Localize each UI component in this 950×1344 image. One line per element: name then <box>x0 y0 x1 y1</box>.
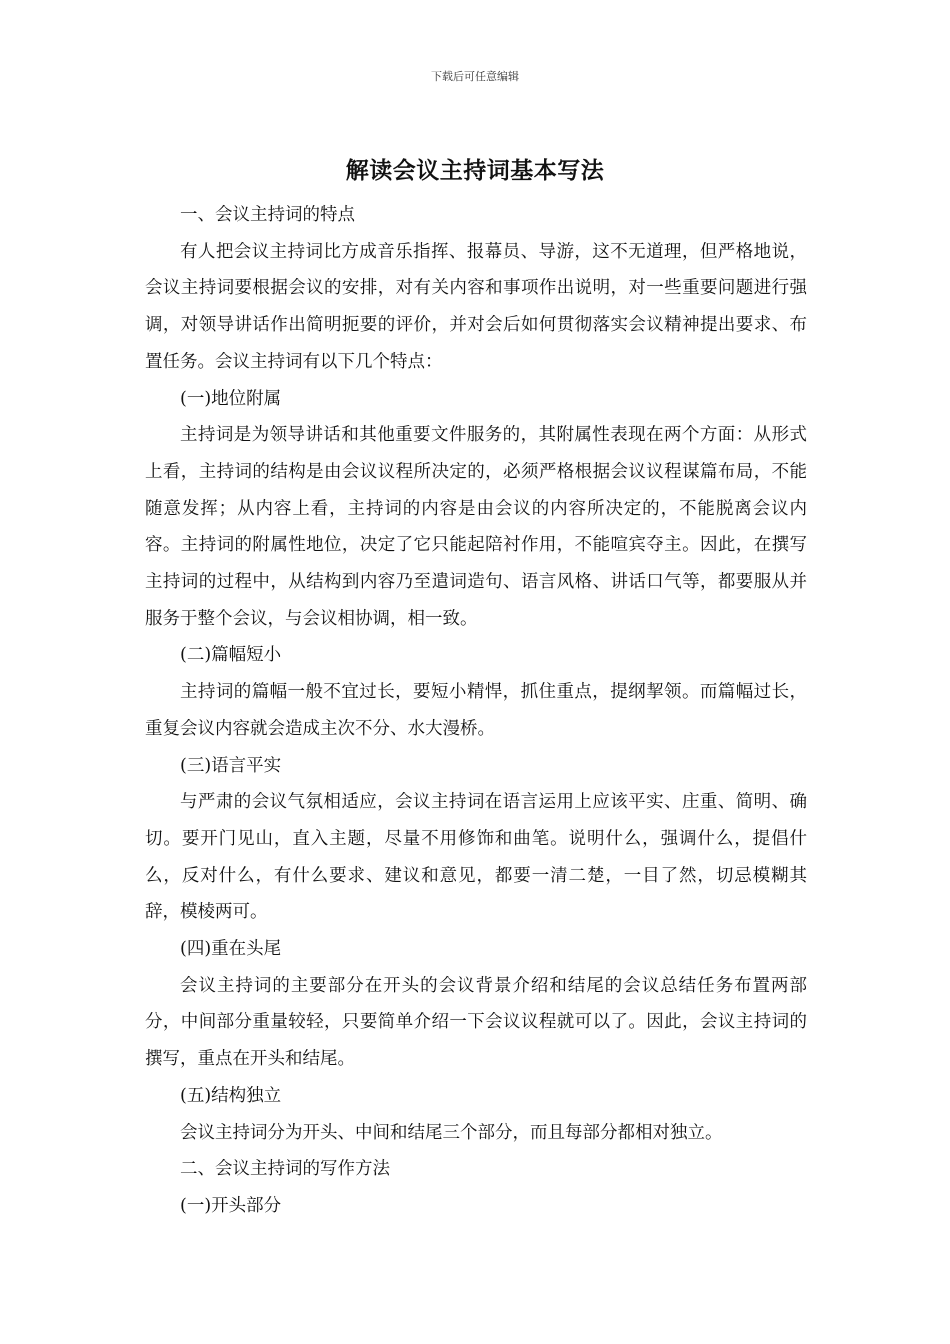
paragraph: 与严肃的会议气氛相适应，会议主持词在语言运用上应该平实、庄重、简明、确切。要开门见山，直入主题，尽量不用修饰和曲笔。说明什么，强调什么，提倡什么，反对什么，有什么要求、建议和意见，都要一清二楚，一目了然，切忌模糊其辞，模棱两可。 <box>145 792 807 923</box>
subsection-heading: (一)地位附属 <box>180 388 282 409</box>
page-title: 解读会议主持词基本写法 <box>345 157 605 184</box>
section-heading: 一、会议主持词的特点 <box>180 205 355 225</box>
paragraph: 有人把会议主持词比方成音乐指挥、报幕员、导游，这不无道理，但严格地说，会议主持词要根据会议的安排，对有关内容和事项作出说明，对一些重要问题进行强调，对领导讲话作出简明扼要的评价，并对会后如何贯彻落实会议精神提出要求、布置任务。会议主持词有以下几个特点： <box>145 241 807 372</box>
paragraph: 主持词的篇幅一般不宜过长，要短小精悍，抓住重点，提纲挈领。而篇幅过长，重复会议内容就会造成主次不分、水大漫桥。 <box>145 682 807 739</box>
subsection-heading: (二)篇幅短小 <box>180 645 282 666</box>
subsection-heading: (一)开头部分 <box>180 1195 282 1216</box>
header-note: 下载后可任意编辑 <box>431 70 519 83</box>
paragraph: 会议主持词的主要部分在开头的会议背景介绍和结尾的会议总结任务布置两部分，中间部分重量较轻，只要简单介绍一下会议议程就可以了。因此，会议主持词的撰写，重点在开头和结尾。 <box>145 975 807 1070</box>
section-heading: 二、会议主持词的写作方法 <box>180 1159 390 1180</box>
subsection-heading: (三)语言平实 <box>180 755 282 776</box>
paragraph: 会议主持词分为开头、中间和结尾三个部分，而且每部分都相对独立。 <box>180 1122 723 1143</box>
subsection-heading: (四)重在头尾 <box>180 939 282 960</box>
document-body <box>145 197 807 1225</box>
subsection-heading: (五)结构独立 <box>180 1085 282 1106</box>
paragraph: 主持词是为领导讲话和其他重要文件服务的，其附属性表现在两个方面：从形式上看，主持词的结构是由会议议程所决定的，必须严格根据会议议程谋篇布局，不能随意发挥；从内容上看，主持词的内容是由会议的内容所决定的，不能脱离会议内容。主持词的附属性地位，决定了它只能起陪衬作用，不能喧宾夺主。因此，在撰写主持词的过程中，从结构到内容乃至遣词造句、语言风格、讲话口气等，都要服从并服务于整个会议，与会议相协调，相一致。 <box>145 425 807 629</box>
